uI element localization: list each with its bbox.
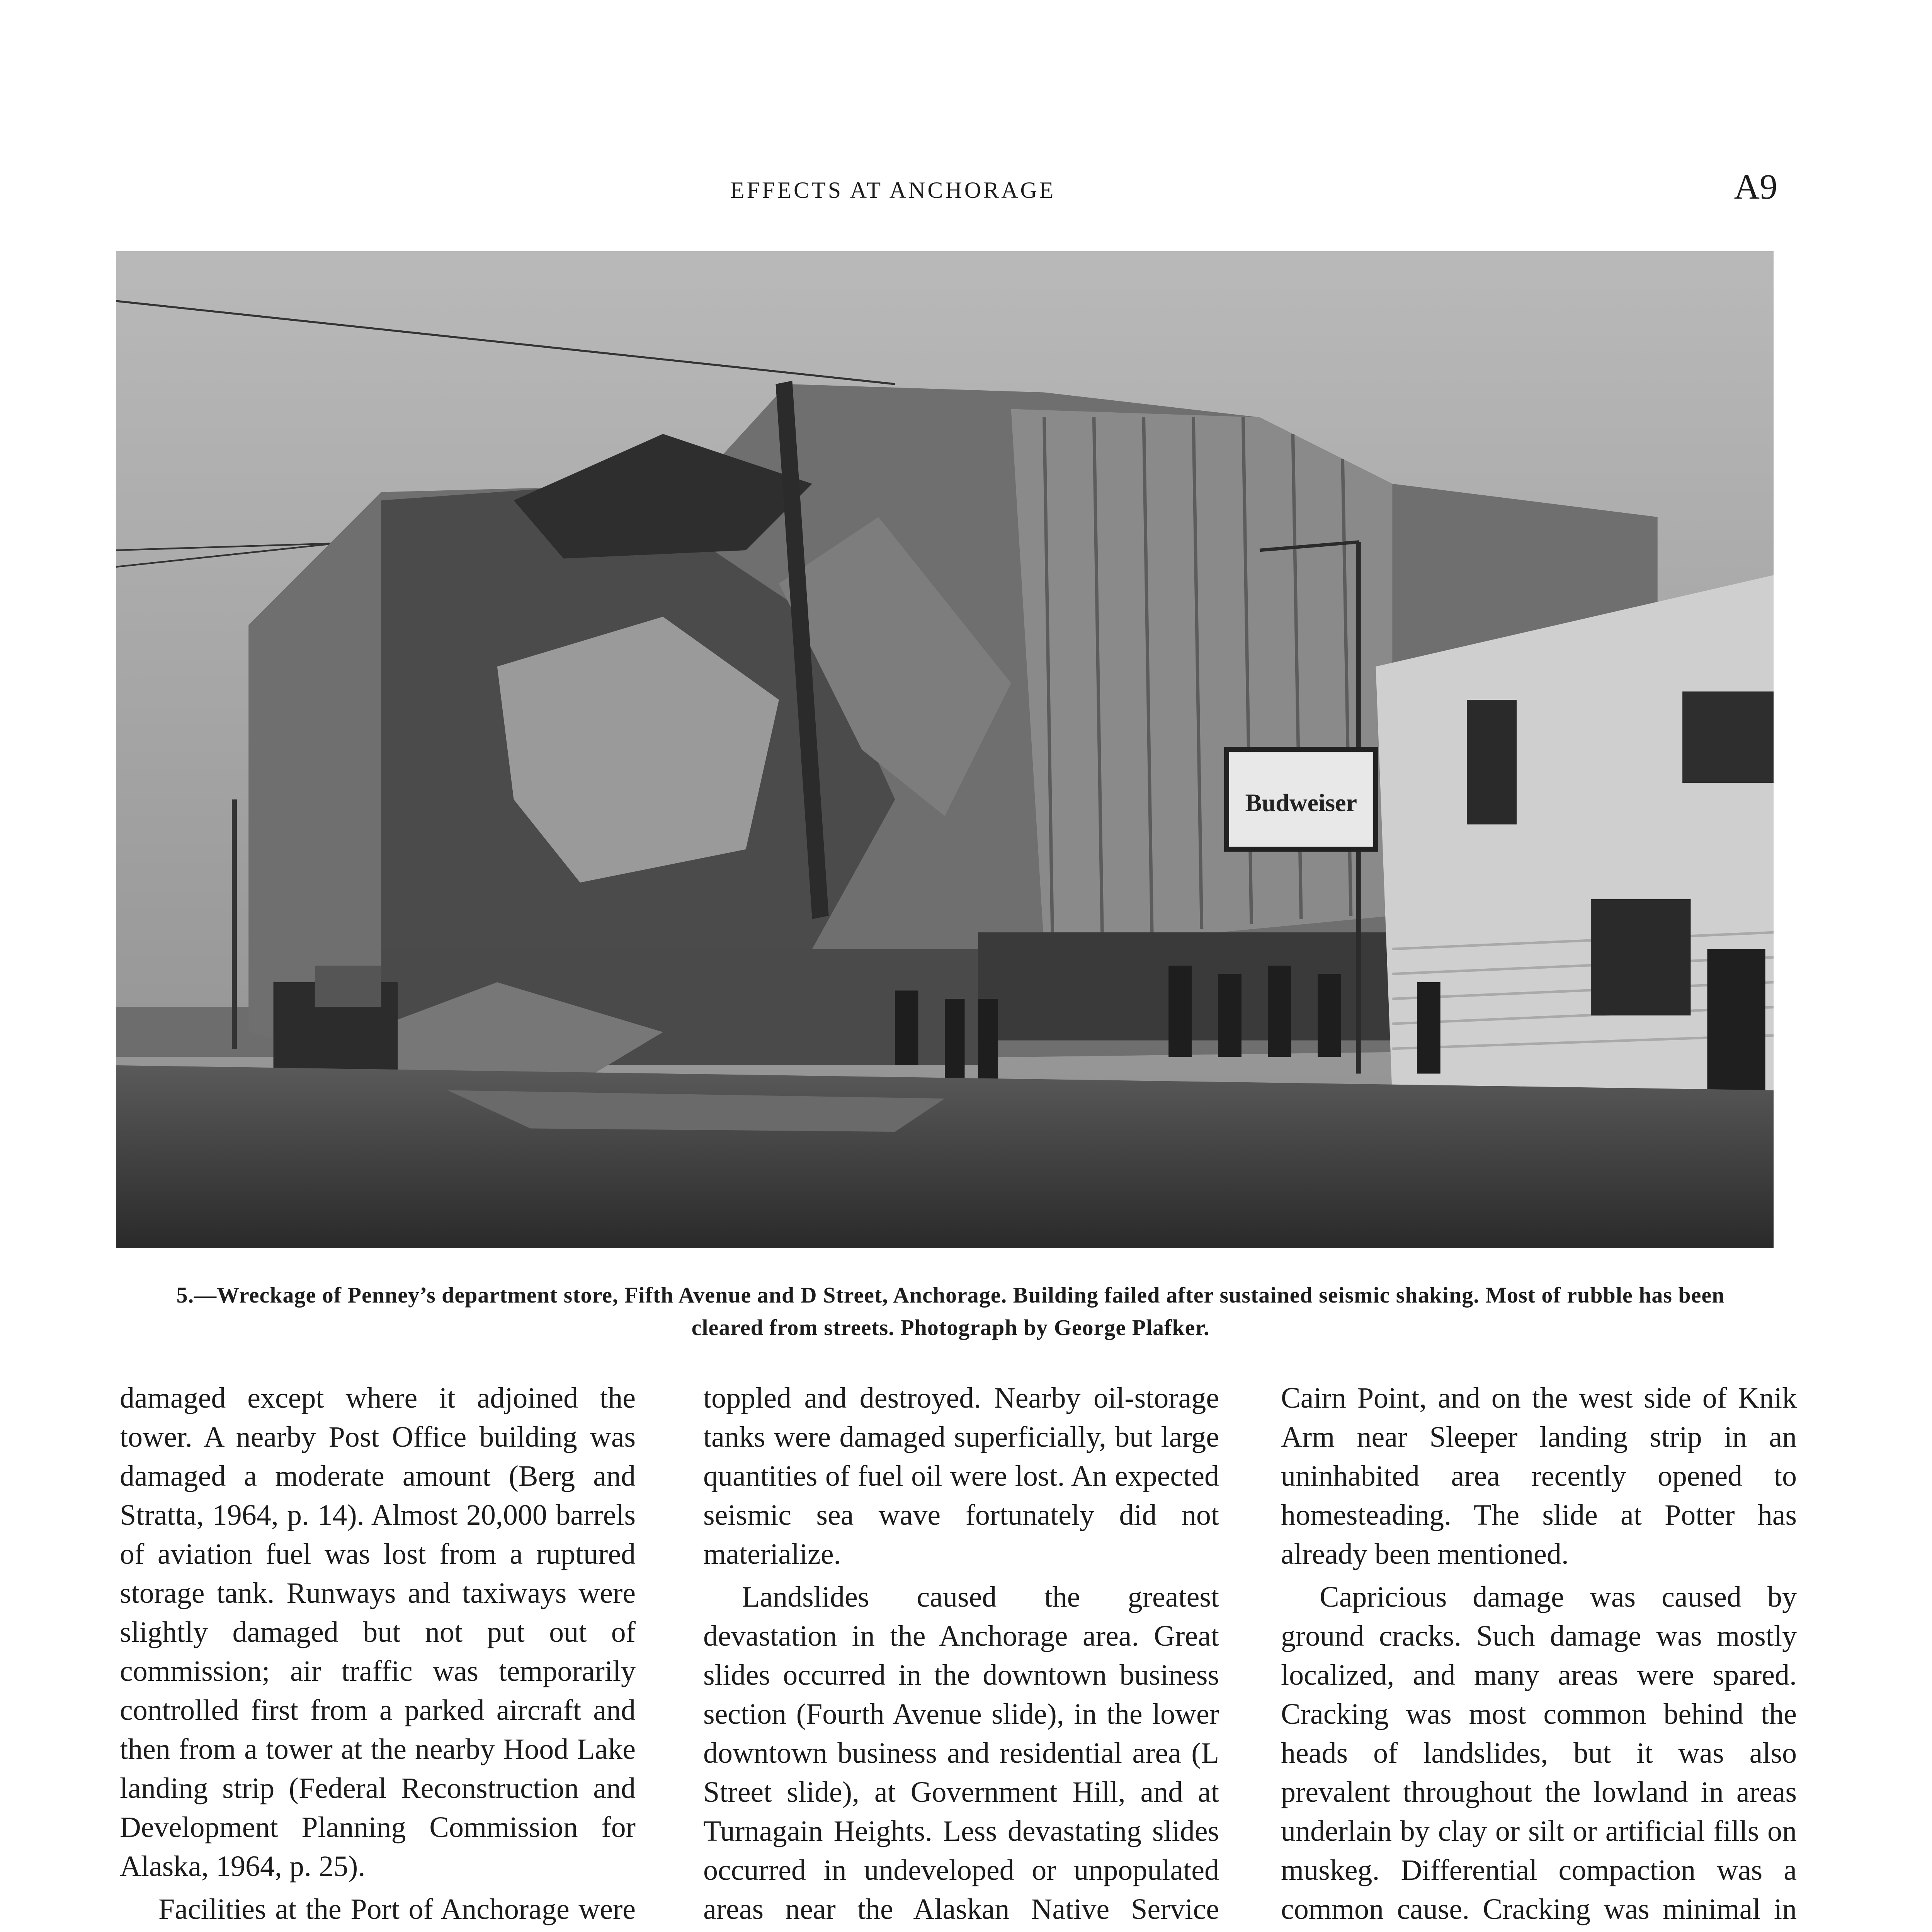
page-number: A9	[1734, 167, 1777, 206]
street	[116, 1065, 1774, 1248]
storefront-windows	[978, 932, 1409, 1041]
figure-photo	[116, 251, 1774, 1248]
truck-cab	[315, 966, 381, 1007]
budweiser-sign-text: Budweiser	[1245, 789, 1357, 817]
text-column-2	[703, 1379, 1219, 1932]
paragraph: Cairn Point, and on the west side of Knik Arm near Sleeper landing strip in an uninhabited area recently opened to homesteading. The slide at Potter has already been mentioned.	[1281, 1382, 1797, 1570]
text-column-3	[1281, 1379, 1797, 1932]
building-window	[1591, 899, 1690, 1015]
wreckage-photo-illustration	[116, 251, 1774, 1248]
figure-caption: 5.—Wreckage of Penney’s department store, Fifth Avenue and D Street, Anchorage. Building failed after sustained seismic shaking. Most of rubble has been cleared from streets. Photograph by George Plafker.	[176, 1282, 1725, 1340]
text-column-1	[120, 1379, 636, 1932]
paragraph: damaged except where it adjoined the tower. A nearby Post Office building was damaged a moderate amount (Berg and Stratta, 1964, p. 14). Almost 20,000 barrels of aviation fuel was lost from a ruptured storage tank. Runways and taxiways were slightly damaged but not put out of commission; air traffic was temporarily controlled first from a parked aircraft and then from a tower at the nearby Hood Lake landing strip (Federal Reconstruction and Development Planning Commission for Alaska, 1964, p. 25).	[120, 1382, 636, 1883]
running-header	[116, 166, 1777, 213]
paragraph: Landslides caused the greatest devastation in the Anchorage area. Great slides occurred in the downtown business section (Fourth Avenue slide), in the lower downtown business and residential area (L Street slide), at Government Hill, and at Turnagain Heights. Less devastating slides occurred in undeveloped or unpopulated areas near the Alaskan Native Service	[703, 1581, 1219, 1925]
paragraph: Facilities at the Port of Anchorage were	[158, 1893, 636, 1925]
building-window	[1467, 700, 1517, 825]
budweiser-sign	[1226, 750, 1376, 849]
utility-pole	[232, 799, 237, 1049]
paragraph: Capricious damage was caused by ground cracks. Such damage was mostly localized, and many areas were spared. Cracking was most common behind the heads of landslides, but it was also prevalent throughout the lowland in areas underlain by clay or silt or artificial fills on muskeg. Differential compaction was a common cause. Cracking was minimal in	[1281, 1581, 1797, 1925]
paragraph: toppled and destroyed. Nearby oil-storage tanks were damaged superficially, but large quantities of fuel oil were lost. An expected seismic sea wave fortunately did not materialize.	[703, 1382, 1219, 1570]
television-sign	[1682, 692, 1774, 783]
running-title: EFFECTS AT ANCHORAGE	[730, 177, 1056, 203]
